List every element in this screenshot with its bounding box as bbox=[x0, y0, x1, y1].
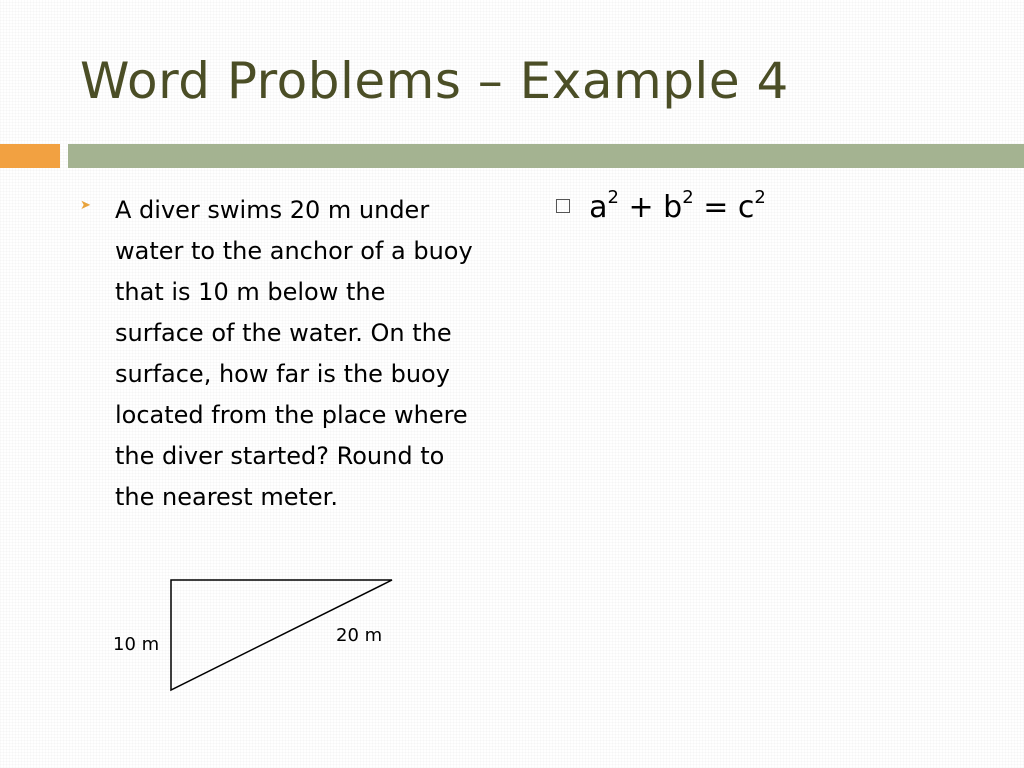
formula-plus: + bbox=[628, 190, 654, 225]
formula-exp-b: 2 bbox=[682, 187, 694, 208]
hypotenuse-label: 20 m bbox=[336, 625, 383, 646]
formula-equals: = bbox=[703, 190, 729, 225]
slide-title: Word Problems – Example 4 bbox=[80, 52, 789, 110]
vertical-side-label: 10 m bbox=[113, 634, 160, 655]
formula-c: c bbox=[737, 190, 755, 225]
problem-text: A diver swims 20 m under water to the anchor of a buoy that is 10 m below the surface of the water. On the surface, how far is the buoy located from the place where the diver started? Round to the nearest meter. bbox=[115, 196, 473, 511]
arrow-bullet-icon: ➤ bbox=[80, 198, 91, 213]
formula-b: b bbox=[663, 190, 683, 225]
formula-a: a bbox=[589, 190, 608, 225]
formula-exp-a: 2 bbox=[607, 187, 619, 208]
formula-exp-c: 2 bbox=[754, 187, 766, 208]
